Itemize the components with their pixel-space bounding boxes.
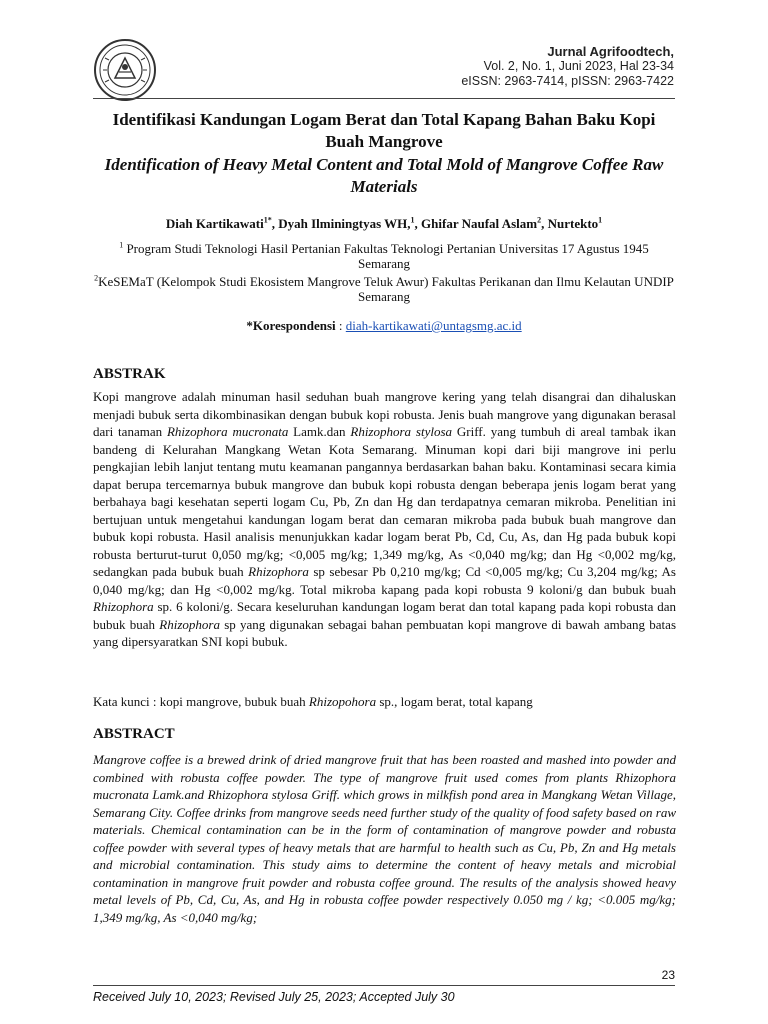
abstrak-text: sp yang digunakan sebagai bahan pembuatan kopi mangrove di bawah ambang batas yang dipersyaratkan SNI kopi bubuk. xyxy=(93,616,676,649)
affiliation-1 xyxy=(93,241,675,271)
correspondence-label: *Korespondensi xyxy=(246,318,336,333)
species-name: Rhizophora xyxy=(159,616,220,632)
keywords-suffix: sp., logam berat, total kapang xyxy=(376,694,533,709)
abstract-heading: ABSTRACT xyxy=(93,726,175,742)
journal-info xyxy=(461,44,674,89)
page-number: 23 xyxy=(661,968,675,982)
author-sep: , xyxy=(414,216,422,231)
abstrak-text: Lamk.dan xyxy=(288,424,351,439)
keywords xyxy=(93,694,533,710)
footer-dates: Received July 10, 2023; Revised July 25, 2023; Accepted July 30 xyxy=(93,990,455,1004)
abstrak-heading: ABSTRAK xyxy=(93,366,166,382)
affiliation-text: Program Studi Teknologi Hasil Pertanian Fakultas Teknologi Pertanian Universitas 17 Agustus 1945 Semarang xyxy=(123,241,649,271)
correspondence-sep: : xyxy=(335,318,346,333)
keywords-prefix: Kata kunci : kopi mangrove, bubuk buah xyxy=(93,694,309,709)
author-name: Dyah Ilminingtyas WH, xyxy=(278,216,411,231)
author-sup: 1 xyxy=(598,215,603,225)
species-name: Rhizophora xyxy=(248,564,309,579)
journal-issn: eISSN: 2963-7414, pISSN: 2963-7422 xyxy=(461,74,674,88)
university-seal-icon xyxy=(93,38,157,102)
species-name: Rhizophora stylosa xyxy=(350,424,453,439)
author-sep: , xyxy=(541,216,548,231)
keywords-species: Rhizopohora xyxy=(308,694,377,709)
species-name: Rhizophora mucronata xyxy=(166,424,289,439)
header-divider xyxy=(93,98,675,99)
abstrak-text: Griff. yang tumbuh di areal tambak ikan bandeng di Kelurahan Mangkang Wetan Kota Semarang. Minuman kopi dari biji mangrove ini perlu pengkajian lebih lanjut tentang mutu keamanan pangannya berdasarkan bahan baku. Kontaminasi secara kimia dapat berupa tercemarnya bubuk mangrove dan bubuk kopi robusta dengan beberapa jenis logam berat yang berbahaya bagi kesehatan seperti logam Cu, Pb, Zn dan Hg dan terdapatnya cemaran mikroba. Penelitian ini bertujuan untuk mengetahui kandungan logam berat dan cemaran mikroba pada bubuk buah mangrove dan bubuk kopi robusta. Hasil analisis menunjukkan kadar logam berat Pb, Cd, Cu, As, dan Hg pada bubuk kopi robusta berturut-turut 0,050 mg/kg; <0,005 mg/kg; 1,349 mg/kg, As <0,040 mg/kg; dan Hg <0,002 mg/kg, sedangkan pada bubuk buah xyxy=(93,424,676,579)
abstrak-body xyxy=(93,388,676,651)
affiliation-sup: 1 xyxy=(119,240,124,250)
author-sup: 1* xyxy=(263,215,272,225)
journal-volume: Vol. 2, No. 1, Juni 2023, Hal 23-34 xyxy=(483,59,674,73)
affiliation-sup: 2 xyxy=(94,273,99,283)
affiliation-2 xyxy=(93,274,675,304)
author-sep: , xyxy=(271,216,279,231)
correspondence-email-link[interactable]: diah-kartikawati@untagsmg.ac.id xyxy=(345,318,522,333)
abstrak-text: sp sebesar Pb 0,210 mg/kg; Cd <0,005 mg/kg; Cu 3,204 mg/kg; As 0,040 mg/kg; dan Hg <0,002 mg/kg. Total mikroba kapang pada kopi robusta 9 koloni/g dan bubuk buah xyxy=(93,564,676,597)
abstrak-text: Kopi mangrove adalah minuman hasil seduhan buah mangrove kering yang telah disangrai dan dihaluskan menjadi bubuk serta dikombinasikan dengan bubuk kopi robusta. Jenis buah mangrove yang digunakan berasal dari tanaman xyxy=(93,389,676,439)
species-name: Rhizophora xyxy=(93,599,154,614)
author-list xyxy=(93,216,675,232)
author-name: Nurtekto xyxy=(547,216,599,231)
journal-name: Jurnal Agrifoodtech, xyxy=(547,44,674,59)
author-name: Ghifar Naufal Aslam xyxy=(421,216,538,231)
abstrak-text: sp. 6 koloni/g. Secara keseluruhan kandungan logam berat dan total kapang pada kopi robusta dan bubuk buah xyxy=(93,599,676,632)
author-name: Diah Kartikawati xyxy=(165,216,264,231)
author-sup: 1 xyxy=(410,215,415,225)
paper-title-en: Identification of Heavy Metal Content and Total Mold of Mangrove Coffee Raw Materials xyxy=(104,155,664,196)
paper-title-id: Identifikasi Kandungan Logam Berat dan Total Kapang Bahan Baku Kopi Buah Mangrove xyxy=(112,110,656,151)
affiliation-text: KeSEMaT (Kelompok Studi Ekosistem Mangrove Teluk Awur) Fakultas Perikanan dan Ilmu Kelautan UNDIP Semarang xyxy=(98,274,674,304)
abstract-body: Mangrove coffee is a brewed drink of dried mangrove fruit that has been roasted and mashed into powder and combined with robusta coffee powder. The type of mangrove fruit used comes from plants Rhizophora mucronata Lamk.and Rhizophora stylosa Griff. which grows in milkfish pond area in Mangkang Wetan Village, Semarang City. Coffee drinks from mangrove seeds need further study of the quality of food safety based on raw materials. Chemical contamination can be in the form of contamination of mangrove powder and robusta coffee powder with several types of heavy metals that are harmful to health such as Cu, Pb, Zn and Hg metals and microbial contamination. This study aims to determine the content of heavy metals and microbial contamination in mangrove fruit powder and robusta coffee ground. The results of the analysis showed heavy metal levels of Pb, Cd, Cu, As, and Hg in robusta coffee powder respectively 0.050 mg / kg; <0.005 mg/kg; 1,349 mg/kg, As <0,040 mg/kg; xyxy=(93,752,676,925)
correspondence xyxy=(93,318,675,334)
footer-divider xyxy=(93,985,675,986)
author-sup: 2 xyxy=(537,215,542,225)
